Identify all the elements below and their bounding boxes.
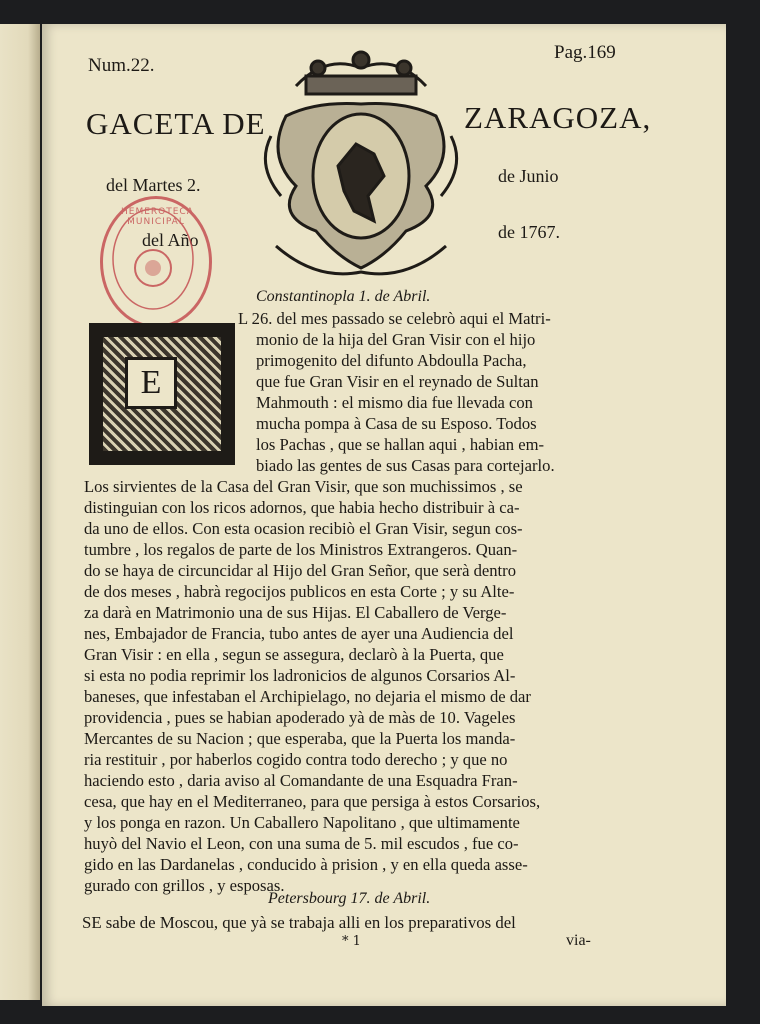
title-left: GACETA DE <box>86 106 266 141</box>
article-line: za darà en Matrimonio una de sus Hijas. El Caballero de Verge- <box>84 603 507 622</box>
article-line-petersbourg: SE sabe de Moscou, que yà se trabaja alli en los preparativos del <box>82 913 516 932</box>
article-line: que fue Gran Visir en el reynado de Sultan <box>256 372 539 391</box>
library-stamp <box>100 196 212 328</box>
article-line: huyò del Navio el Leon, con una suma de 5. mil escudos , fue co- <box>84 834 519 853</box>
date-weekday: del Martes 2. <box>106 175 201 195</box>
article-line: si esta no podia reprimir los ladronicios de algunos Corsarios Al- <box>84 666 516 685</box>
article-line: gurado con grillos , y esposas. <box>84 876 285 895</box>
article-line: haciendo esto , daria aviso al Comandante de una Esquadra Fran- <box>84 771 518 790</box>
year-label: del Año <box>142 230 199 250</box>
page-signature: * 1 <box>342 934 361 949</box>
article-line: cesa, que hay en el Mediterraneo, para que persiga à estos Corsarios, <box>84 792 541 811</box>
article-line: Los sirvientes de la Casa del Gran Visir, que son muchissimos , se <box>84 477 523 496</box>
dateline-constantinopla: Constantinopla 1. de Abril. <box>256 288 431 305</box>
stamp-text: HEMEROTECA MUNICIPAL <box>121 207 194 227</box>
article-line: providencia , pues se habian apoderado yà de màs de 10. Vageles <box>84 708 516 727</box>
drop-cap-ornament <box>89 323 235 465</box>
article-line: mucha pompa à Casa de su Esposo. Todos <box>256 414 537 433</box>
title-right: ZARAGOZA, <box>464 100 652 135</box>
article-line: baneses, que infestaban el Archipielago, no dejaria el mismo de dar <box>84 687 531 706</box>
year-value: de 1767. <box>498 222 560 242</box>
article-line: monio de la hija del Gran Visir con el hijo <box>256 330 536 349</box>
article-line: ria restituir , por haberlos cogido contra todo derecho ; y que no <box>84 750 508 769</box>
article-line: L 26. del mes passado se celebrò aqui el Matri- <box>238 309 551 328</box>
article-line: da uno de ellos. Con esta ocasion recibiò el Gran Visir, segun cos- <box>84 519 523 538</box>
article-line: y los ponga en razon. Un Caballero Napolitano , que ultimamente <box>84 813 520 832</box>
article-line: tumbre , los regalos de parte de los Ministros Extrangeros. Quan- <box>84 540 518 559</box>
article-line: de dos meses , habrà regocijos publicos en esta Corte ; y su Alte- <box>84 582 515 601</box>
article-line: Gran Visir : en ella , segun se assegura, declarò à la Puerta, que <box>84 645 504 664</box>
facing-page-edge <box>0 24 40 1000</box>
article-line: primogenito del difunto Abdoulla Pacha, <box>256 351 527 370</box>
article-line: los Pachas , que se hallan aqui , habian em- <box>256 435 545 454</box>
date-month: de Junio <box>498 166 559 186</box>
drop-cap-letter: E <box>125 357 177 409</box>
article-line: distinguian con los ricos adornos, que habia hecho distribuir à ca- <box>84 498 520 517</box>
catchword: via- <box>566 932 591 949</box>
article-line: Mercantes de su Nacion ; que esperaba, que la Puerta los manda- <box>84 729 516 748</box>
article-line: Mahmouth : el mismo dia fue llevada con <box>256 393 533 412</box>
article-line: do se haya de circuncidar al Hijo del Gran Señor, que serà dentro <box>84 561 516 580</box>
page-number: Pag.169 <box>554 42 616 63</box>
article-line: nes, Embajador de Francia, tubo antes de ayer una Audiencia del <box>84 624 514 643</box>
issue-number: Num.22. <box>88 55 155 76</box>
gazette-page <box>42 24 726 1006</box>
dateline-petersbourg: Petersbourg 17. de Abril. <box>268 890 431 907</box>
article-line: gido en las Dardanelas , conducido à prision , y en ella queda asse- <box>84 855 528 874</box>
coat-of-arms-icon <box>256 46 466 282</box>
article-line: biado las gentes de sus Casas para cortejarlo. <box>256 456 555 475</box>
